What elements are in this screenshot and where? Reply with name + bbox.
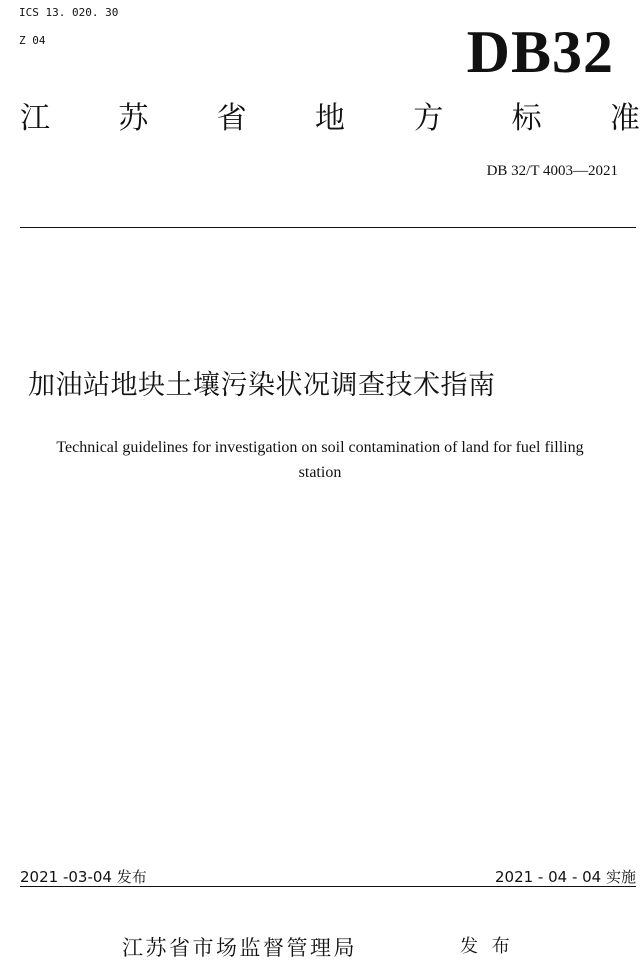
bottom-divider: [20, 886, 636, 887]
issue-label: 发 布: [460, 936, 514, 957]
title-english: [0, 435, 640, 485]
standard-code-logo: DB32: [466, 19, 614, 85]
ics-code: ICS 13. 020. 30: [19, 6, 119, 19]
heading-char: 准: [609, 101, 640, 136]
title-english-line: Technical guidelines for investigation on soil contamination of land for fuel filling: [56, 439, 584, 456]
heading-char: 标: [511, 101, 542, 136]
heading-char: 地: [314, 101, 345, 136]
classification-code: Z 04: [19, 34, 46, 47]
title-english-line: station: [298, 464, 342, 481]
publish-date: 2021 -03-04 发布: [20, 868, 147, 886]
issuer-name: 江苏省市场监督管理局: [122, 936, 357, 960]
standard-number: DB 32/T 4003—2021: [486, 163, 618, 179]
heading-char: 江: [20, 101, 50, 136]
heading-char: 方: [413, 101, 444, 136]
standard-type-heading: [20, 101, 640, 136]
implement-date: 2021 - 04 - 04 实施: [494, 868, 636, 886]
top-divider: [20, 227, 636, 228]
heading-char: 省: [216, 101, 247, 136]
heading-char: 苏: [118, 101, 149, 136]
title-chinese: 加油站地块土壤污染状况调查技术指南: [28, 370, 496, 401]
